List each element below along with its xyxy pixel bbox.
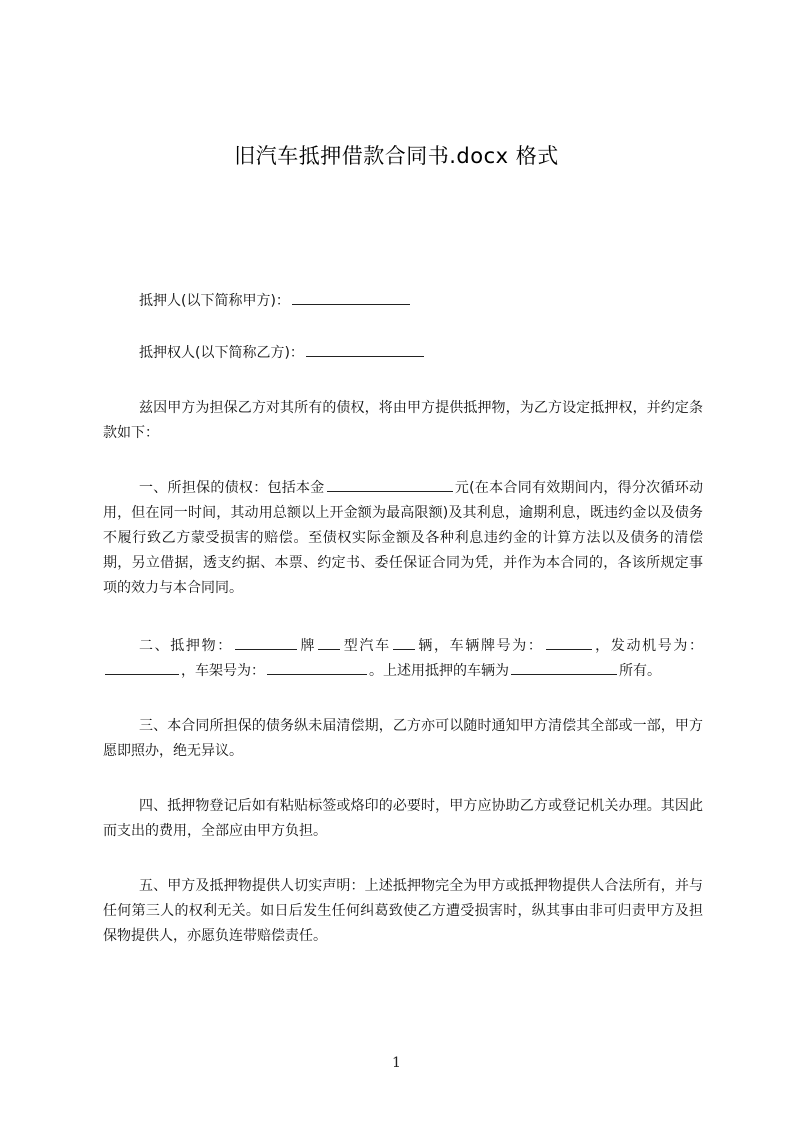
clause-1: [103, 476, 703, 601]
plate-number-blank[interactable]: [546, 635, 592, 650]
pledgor-label: 抵押人(以下简称甲方)：: [139, 293, 290, 309]
vehicle-brand-blank[interactable]: [235, 635, 297, 650]
intro-paragraph: [103, 396, 703, 446]
clause-2-text-b: 牌: [298, 638, 317, 654]
pledgor-line: [103, 289, 703, 314]
vehicle-model-blank[interactable]: [318, 635, 340, 650]
intro-text: 兹因甲方为担保乙方对其所有的债权，将由甲方提供抵押物，为乙方设定抵押权，并约定条款如下：: [103, 400, 703, 441]
clause-2-text-g: 。上述用抵押的车辆为: [369, 663, 509, 679]
clause-4: [103, 794, 703, 844]
clause-3-text: 三、本合同所担保的债务纵未届清偿期，乙方亦可以随时通知甲方清偿其全部或一部，甲方愿即照办，绝无异议。: [103, 718, 703, 759]
clause-2-text-h: 所有。: [619, 663, 661, 679]
principal-amount-blank[interactable]: [327, 477, 453, 492]
page-number: 1: [392, 1055, 401, 1071]
clause-2-text-d: 辆，车辆牌号为：: [416, 638, 544, 654]
clause-1-text-b: 元(在本合同有效期间内，得分次循环动用，但在同一时间，其动用总额以上开金额为最高限额)及其利息，逾期利息，既违约金以及债务不履行致乙方蒙受损害的赔偿。至债权实际金额及各种利息违约金的计算方法以及债务的清偿期，另立借据，透支约据、本票、约定书、委任保证合同为凭，并作为本合同的，各该所规定事项的效力与本合同同。: [103, 480, 703, 596]
clause-5: [103, 874, 703, 949]
frame-number-blank[interactable]: [267, 660, 367, 675]
vehicle-owner-blank[interactable]: [511, 660, 617, 675]
clause-3: [103, 714, 703, 764]
document-title: 旧汽车抵押借款合同书.docx 格式: [234, 144, 559, 168]
clause-2-text-f: ，车架号为：: [181, 663, 265, 679]
clause-2-text-a: 二、抵押物：: [139, 638, 233, 654]
vehicle-count-blank[interactable]: [393, 635, 415, 650]
clause-2-text-e: ，发动机号为：: [593, 638, 704, 654]
clause-2: [103, 634, 703, 684]
pledgee-line: [103, 341, 703, 366]
pledgee-blank[interactable]: [306, 342, 424, 357]
engine-number-blank[interactable]: [105, 660, 179, 675]
clause-2-text-c: 型汽车: [342, 638, 391, 654]
clause-5-text: 五、甲方及抵押物提供人切实声明：上述抵押物完全为甲方或抵押物提供人合法所有，并与任何第三人的权利无关。如日后发生任何纠葛致使乙方遭受损害时，纵其事由非可归责甲方及担保物提供人，亦愿负连带赔偿责任。: [103, 878, 703, 944]
pledgor-blank[interactable]: [292, 290, 410, 305]
clause-4-text: 四、抵押物登记后如有粘贴标签或烙印的必要时，甲方应协助乙方或登记机关办理。其因此而支出的费用，全部应由甲方负担。: [103, 798, 703, 839]
clause-1-text-a: 一、所担保的债权：包括本金: [139, 480, 325, 496]
pledgee-label: 抵押权人(以下简称乙方)：: [139, 345, 304, 361]
